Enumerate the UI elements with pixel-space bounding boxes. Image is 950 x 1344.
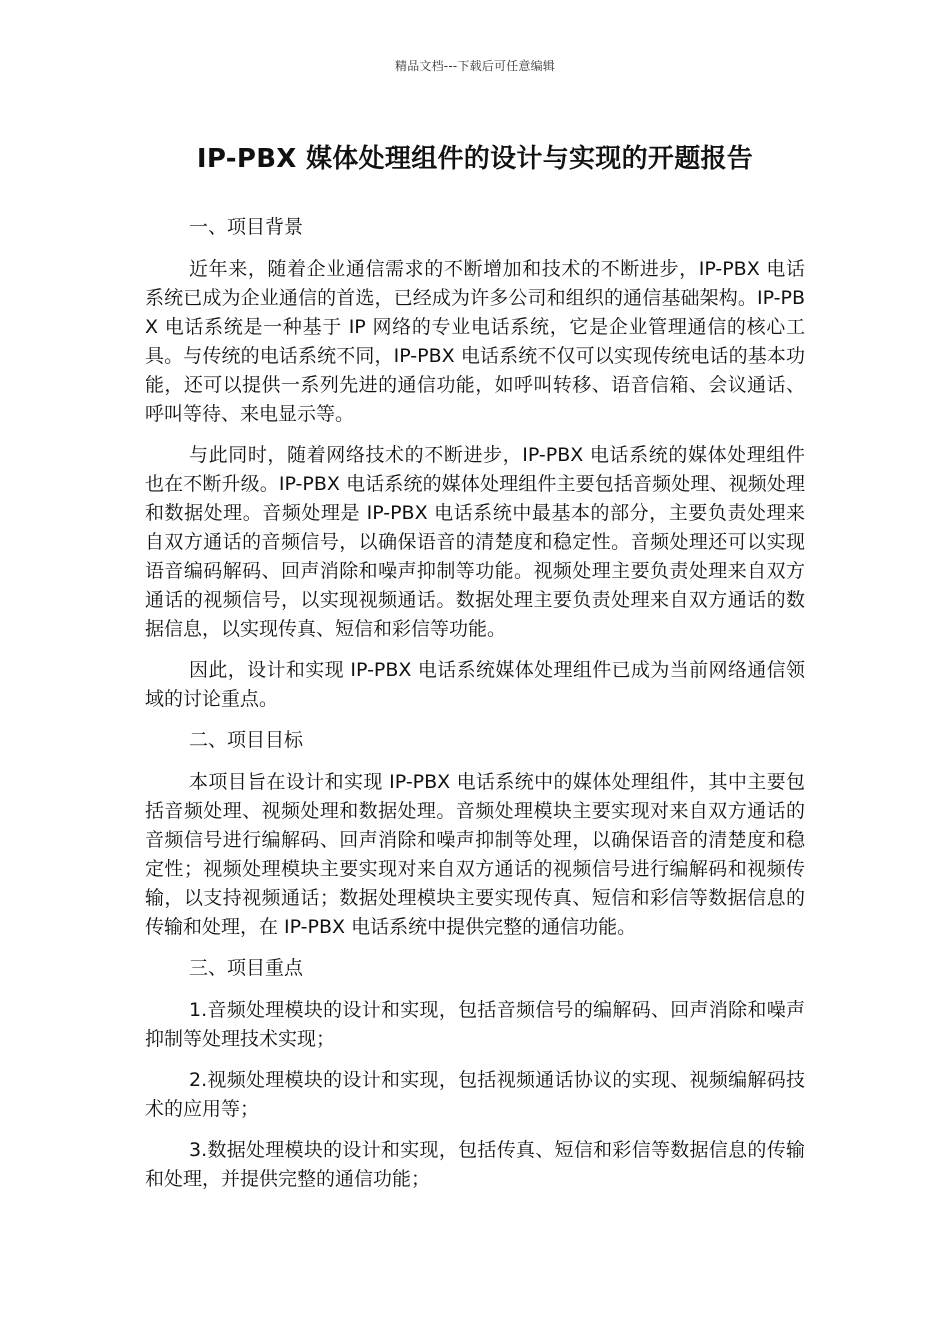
document-title: IP-PBX 媒体处理组件的设计与实现的开题报告 xyxy=(196,144,754,174)
document-body xyxy=(145,213,805,1206)
key-point-3: 3.数据处理模块的设计和实现，包括传真、短信和彩信等数据信息的传输和处理，并提供完整的通信功能； xyxy=(145,1139,805,1190)
key-point-2: 2.视频处理模块的设计和实现，包括视频通话协议的实现、视频编解码技术的应用等； xyxy=(145,1069,805,1120)
key-point-1: 1.音频处理模块的设计和实现，包括音频信号的编解码、回声消除和噪声抑制等处理技术实现； xyxy=(145,999,805,1050)
section-heading-background: 一、项目背景 xyxy=(189,216,304,238)
section-heading-key-points: 三、项目重点 xyxy=(189,957,304,979)
header-note: 精品文档---下载后可任意编辑 xyxy=(395,59,555,73)
goals-paragraph-1: 本项目旨在设计和实现 IP-PBX 电话系统中的媒体处理组件，其中主要包括音频处理、视频处理和数据处理。音频处理模块主要实现对来自双方通话的音频信号进行编解码、回声消除和噪声抑制等处理，以确保语音的清楚度和稳定性；视频处理模块主要实现对来自双方通话的视频信号进行编解码和视频传输，以支持视频通话；数据处理模块主要实现传真、短信和彩信等数据信息的传输和处理，在 IP-PBX 电话系统中提供完整的通信功能。 xyxy=(145,771,805,938)
background-paragraph-3: 因此，设计和实现 IP-PBX 电话系统媒体处理组件已成为当前网络通信领域的讨论重点。 xyxy=(145,659,805,710)
section-heading-goals: 二、项目目标 xyxy=(189,729,304,751)
background-paragraph-1: 近年来，随着企业通信需求的不断增加和技术的不断进步，IP-PBX 电话系统已成为企业通信的首选，已经成为许多公司和组织的通信基础架构。IP-PBX 电话系统是一种基于 IP 网络的专业电话系统，它是企业管理通信的核心工具。与传统的电话系统不同，IP-PBX 电话系统不仅可以实现传统电话的基本功能，还可以提供一系列先进的通信功能，如呼叫转移、语音信箱、会议通话、呼叫等待、来电显示等。 xyxy=(145,258,805,425)
background-paragraph-2: 与此同时，随着网络技术的不断进步，IP-PBX 电话系统的媒体处理组件也在不断升级。IP-PBX 电话系统的媒体处理组件主要包括音频处理、视频处理和数据处理。音频处理是 IP-PBX 电话系统中最基本的部分，主要负责处理来自双方通话的音频信号，以确保语音的清楚度和稳定性。音频处理还可以实现语音编码解码、回声消除和噪声抑制等功能。视频处理主要负责处理来自双方通话的视频信号，以实现视频通话。数据处理主要负责处理来自双方通话的数据信息，以实现传真、短信和彩信等功能。 xyxy=(145,444,805,640)
